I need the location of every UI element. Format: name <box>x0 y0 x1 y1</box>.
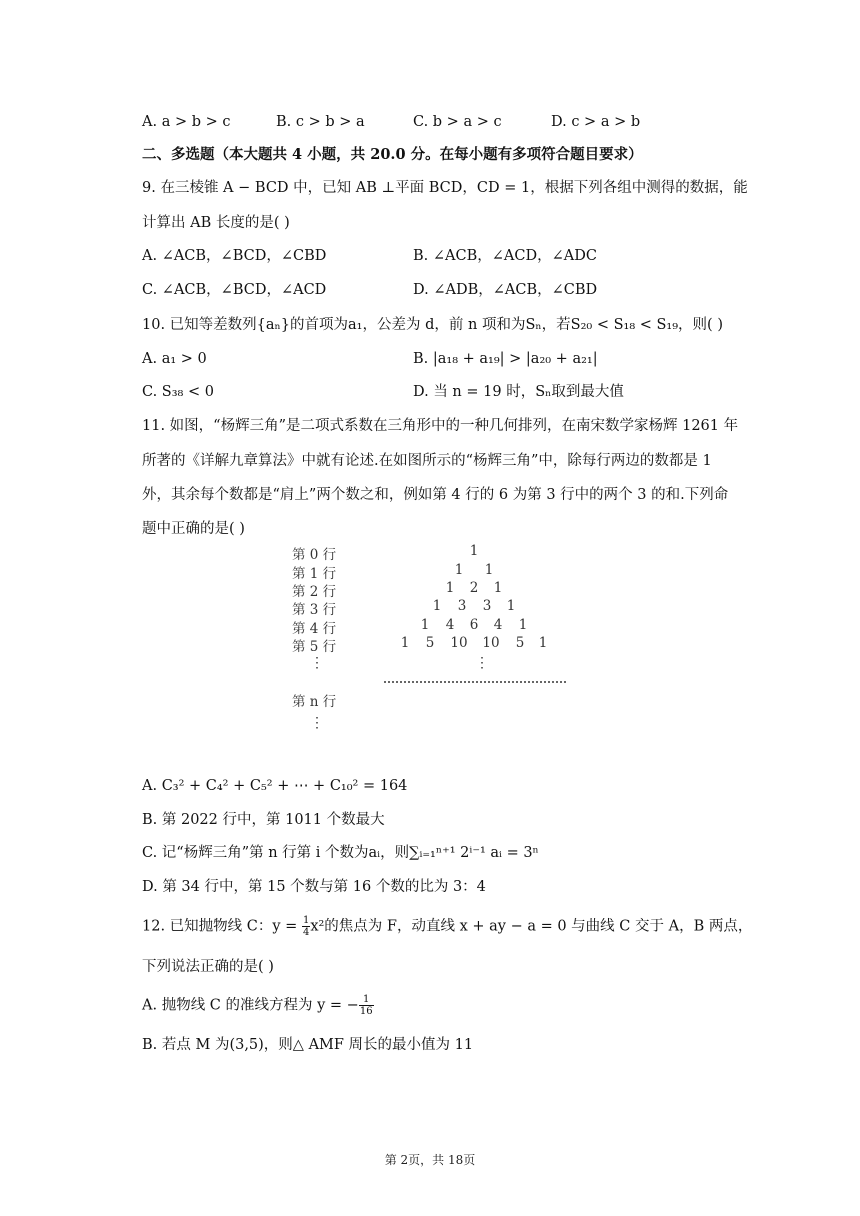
row-label-dots: ⋮ <box>310 715 324 731</box>
triangle-number: 1 <box>484 562 494 578</box>
triangle-number: 5 <box>425 635 435 651</box>
triangle-number: 2 <box>469 580 479 596</box>
triangle-number: 10 <box>482 635 500 651</box>
q12-stem-line2: 下列说法正确的是( ) <box>142 959 274 975</box>
q12-option-a-text: A. 抛物线 C 的准线方程为 y = − <box>142 997 359 1014</box>
triangle-number: 5 <box>515 635 525 651</box>
q10-option-a: A. a₁ > 0 <box>142 351 207 367</box>
q9-option-c: C. ∠ACB，∠BCD，∠ACD <box>142 282 327 298</box>
q11-stem-line1: 11. 如图，“杨辉三角”是二项式系数在三角形中的一种几何排列，在南宋数学家杨辉 1261 年 <box>142 418 739 434</box>
fraction-numerator: 1 <box>359 994 374 1006</box>
row-label: 第 0 行 <box>292 547 337 563</box>
q12-stem-post: x²的焦点为 F，动直线 x + ay − a = 0 与曲线 C 交于 A，B 两点， <box>310 918 753 935</box>
q8-option-d: D. c > a > b <box>551 114 641 130</box>
q10-option-d: D. 当 n = 19 时，Sₙ取到最大值 <box>413 384 624 400</box>
triangle-number: 1 <box>493 580 503 596</box>
triangle-continuation-dots: ⋮ <box>475 655 489 671</box>
q11-stem-line2: 所著的《详解九章算法》中就有论述.在如图所示的“杨辉三角”中，除每行两边的数都是 1 <box>142 453 712 469</box>
fraction-numerator: 1 <box>302 915 310 926</box>
q11-option-c: C. 记“杨辉三角”第 n 行第 i 个数为aᵢ，则∑ᵢ₌₁ⁿ⁺¹ 2ⁱ⁻¹ aᵢ = 3ⁿ <box>142 845 539 861</box>
q8-option-b: B. c > b > a <box>276 114 365 130</box>
q10-option-b: B. |a₁₈ + a₁₉| > |a₂₀ + a₂₁| <box>413 351 598 367</box>
triangle-number: 3 <box>482 598 492 614</box>
triangle-number: 1 <box>469 543 479 559</box>
triangle-number: 1 <box>445 580 455 596</box>
q12-stem-line1 <box>142 915 752 938</box>
q11-option-d: D. 第 34 行中，第 15 个数与第 16 个数的比为 3：4 <box>142 879 486 895</box>
q9-stem-line2: 计算出 AB 长度的是( ) <box>142 215 290 231</box>
triangle-number: 1 <box>538 635 548 651</box>
triangle-number: 1 <box>432 598 442 614</box>
fraction-denominator: 16 <box>359 1006 373 1017</box>
triangle-number: 10 <box>450 635 468 651</box>
q12-option-a <box>142 994 374 1017</box>
q10-stem: 10. 已知等差数列{aₙ}的首项为a₁，公差为 d，前 n 项和为Sₙ，若S₂₀ < S₁₈ < S₁₉，则( ) <box>142 317 723 333</box>
row-label: 第 5 行 <box>292 639 337 655</box>
triangle-number: 1 <box>454 562 464 578</box>
q10-option-c: C. S₃₈ < 0 <box>142 384 214 400</box>
row-label-dots: ⋮ <box>310 655 324 671</box>
q11-stem-line4: 题中正确的是( ) <box>142 521 245 537</box>
q12-option-a-fraction <box>359 994 374 1017</box>
q9-option-b: B. ∠ACB，∠ACD，∠ADC <box>413 248 597 264</box>
q9-option-d: D. ∠ADB，∠ACB，∠CBD <box>413 282 598 298</box>
q12-stem-pre: 12. 已知抛物线 C：y = <box>142 918 302 935</box>
triangle-number: 4 <box>493 617 503 633</box>
q11-option-a: A. C₃² + C₄² + C₅² + ⋯ + C₁₀² = 164 <box>142 778 408 794</box>
triangle-number: 4 <box>445 617 455 633</box>
triangle-number: 1 <box>400 635 410 651</box>
row-label: 第 3 行 <box>292 602 337 618</box>
triangle-number: 1 <box>420 617 430 633</box>
q12-option-b: B. 若点 M 为(3,5)，则△ AMF 周长的最小值为 11 <box>142 1037 474 1053</box>
q11-option-b: B. 第 2022 行中，第 1011 个数最大 <box>142 812 385 828</box>
triangle-number: 1 <box>506 598 516 614</box>
row-label: 第 1 行 <box>292 566 337 582</box>
triangle-number: 3 <box>457 598 467 614</box>
triangle-number: 6 <box>469 617 479 633</box>
page-footer: 第 2页，共 18页 <box>384 1153 476 1167</box>
section-title: 二、多选题（本大题共 4 小题，共 20.0 分。在每小题有多项符合题目要求） <box>142 146 643 163</box>
q11-stem-line3: 外，其余每个数都是“肩上”两个数之和，例如第 4 行的 6 为第 3 行中的两个 3 的和.下列命 <box>142 487 729 503</box>
triangle-dotted-rule <box>384 681 566 683</box>
row-label: 第 n 行 <box>292 694 337 710</box>
q8-option-a: A. a > b > c <box>142 114 231 130</box>
q8-option-c: C. b > a > c <box>413 114 502 130</box>
q9-stem-line1: 9. 在三棱锥 A − BCD 中，已知 AB ⊥平面 BCD，CD = 1，根据下列各组中测得的数据，能 <box>142 180 748 196</box>
triangle-number: 1 <box>518 617 528 633</box>
row-label: 第 2 行 <box>292 584 337 600</box>
row-label: 第 4 行 <box>292 621 337 637</box>
fraction-denominator: 4 <box>302 927 310 938</box>
q9-option-a: A. ∠ACB，∠BCD，∠CBD <box>142 248 327 264</box>
